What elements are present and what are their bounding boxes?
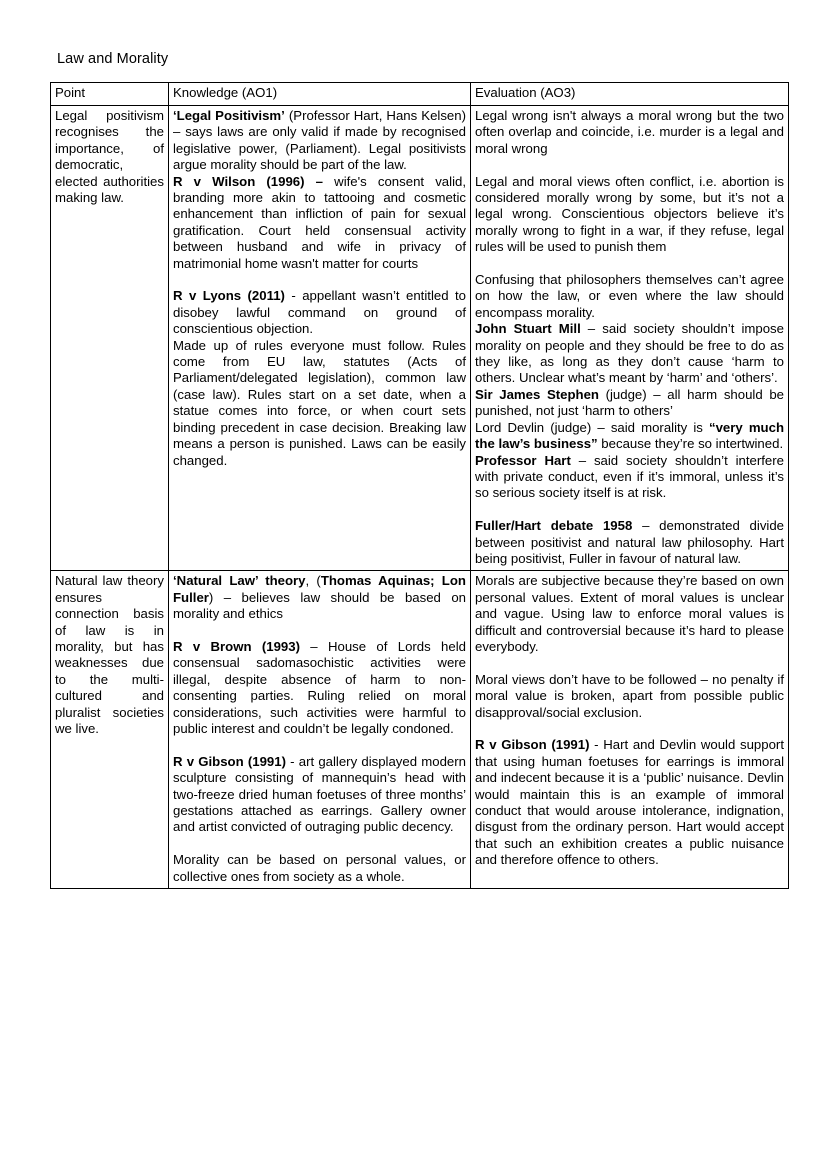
cell-knowledge [169,571,471,889]
page-title: Law and Morality [57,51,169,67]
paragraph: Morals are subjective because they’re based on own personal values. Extent of moral values is unclear and vague. Using law to enforce moral values is difficult and controversial because it’s hard to please everybody. [475,573,784,654]
paragraph: ‘Natural Law’ theory, (Thomas Aquinas; Lon Fuller) – believes law should be based on morality and ethics [173,573,466,622]
paragraph: R v Wilson (1996) – wife's consent valid, branding more akin to tattooing and cosmetic enhancement than infliction of pain for sexual gratification. Court held consensual activity between husband and wife in privacy of matrimonial home wasn't matter for courts [173,173,466,271]
cell-knowledge [169,106,471,571]
paragraph: Professor Hart – said society shouldn’t interfere with private conduct, even if it’s immoral, unless it’s so serious society itself is at risk. [475,452,784,501]
column-header-knowledge-label: Knowledge (AO1) [173,85,278,100]
law-and-morality-table [50,82,789,889]
evaluation-text [475,573,784,868]
paragraph: Morality can be based on personal values, or collective ones from society as a whole. [173,852,466,884]
paragraph: R v Gibson (1991) - art gallery displayed modern sculpture consisting of mannequin’s head with two-freeze dried human foetuses of three months’ gestations attached as earrings. Gallery owner and artist convicted of outraging public decency. [173,753,466,835]
knowledge-text [173,573,466,885]
paragraph: Made up of rules everyone must follow. Rules come from EU law, statutes (Acts of Parliament/delegated legislation), common law (case law). Rules start on a set date, when a statue comes into force, or when court sets binding precedent in case decision. Breaking law means a person is punished. Laws can be easily changed. [173,337,466,468]
paragraph: R v Brown (1993) – House of Lords held consensual sadomasochistic activities were illegal, despite absence of harm to non-consenting parties. Ruling relied on moral considerations, such activities were harmful to public interest and couldn’t be legally condoned. [173,638,466,736]
paragraph: R v Gibson (1991) - Hart and Devlin would support that using human foetuses for earrings is immoral and indecent because it is a ‘public’ nuisance. Devlin would maintain this is an example of immoral conduct that would arouse intolerance, indignation, disgust from the ordinary person. Hart would accept that such an exhibition creates a public nuisance and therefore offence to others. [475,737,784,868]
table-header-row [51,83,789,106]
paragraph: Lord Devlin (judge) – said morality is “very much the law’s business” because they’re so intertwined. [475,419,784,452]
table-row [51,106,789,571]
evaluation-text [475,108,784,567]
paragraph: Legal positivism recognises the importance, of democratic, elected authorities making law. [55,108,164,206]
table-body [51,106,789,889]
column-header-evaluation-label: Evaluation (AO3) [475,85,576,100]
point-text [55,573,164,737]
paragraph: Confusing that philosophers themselves can’t agree on how the law, or even where the law should encompass morality. [475,272,784,320]
column-header-evaluation [471,83,789,106]
cell-evaluation [471,106,789,571]
paragraph: Legal wrong isn't always a moral wrong but the two often overlap and coincide, i.e. murder is a legal and moral wrong [475,108,784,156]
table-header [51,83,789,106]
column-header-point [51,83,169,106]
knowledge-text [173,108,466,469]
cell-evaluation [471,571,789,889]
paragraph: John Stuart Mill – said society shouldn’t impose morality on people and they should be free to do as they like, as long as they don’t cause ‘harm to others. Unclear what’s meant by ‘harm’ and ‘others’. [475,321,784,386]
paragraph: Legal and moral views often conflict, i.e. abortion is considered morally wrong by some, but it’s not a legal wrong. Conscientious objectors believe it’s morally wrong to fight in a war, if they refuse, legal rules will be used to punish them [475,173,784,255]
cell-point [51,571,169,889]
paragraph: R v Lyons (2011) - appellant wasn’t entitled to disobey lawful command on ground of conscientious objection. [173,288,466,337]
paragraph: Fuller/Hart debate 1958 – demonstrated divide between positivist and natural law philosophy. Hart being positivist, Fuller in favour of natural law. [475,518,785,566]
paragraph: Moral views don’t have to be followed – no penalty if moral value is broken, apart from possible public disapproval/social exclusion. [475,671,784,720]
cell-point [51,106,169,571]
paragraph: Sir James Stephen (judge) – all harm should be punished, not just ‘harm to others’ [475,386,784,419]
table-row [51,571,789,889]
paragraph: ‘Legal Positivism’ (Professor Hart, Hans Kelsen) – says laws are only valid if made by recognised legislative power, (Parliament). Legal positivists argue morality should be part of the law. [173,108,466,173]
column-header-point-label: Point [55,85,86,100]
paragraph: Natural law theory ensures connection basis of law is in morality, but has weaknesses due to the multi-cultured and pluralist societies we live. [55,573,164,736]
point-text [55,108,164,206]
column-header-knowledge [169,83,471,106]
